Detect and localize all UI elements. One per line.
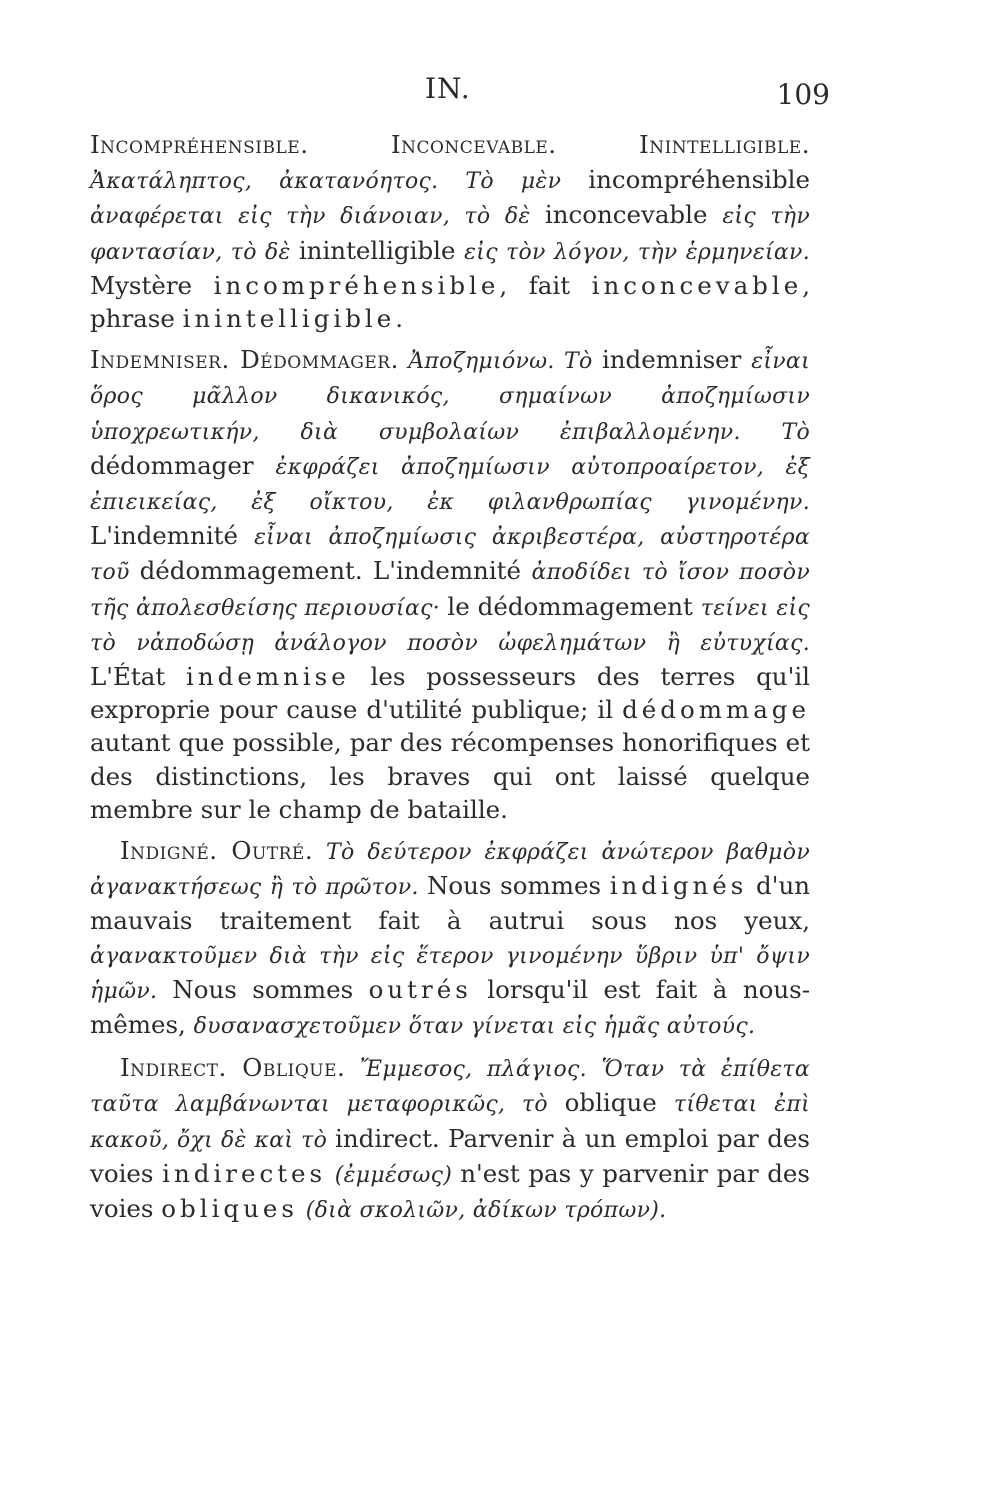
french-text: n'est pas y parvenir par des voies [90, 1158, 810, 1224]
french-text: , fait [499, 270, 592, 300]
greek-text: ἀποδίδει τὸ ἴσον ποσὸν τῆς ἀπολεσθείσης περιουσίας· [90, 560, 810, 621]
spaced-example: dédommage [622, 695, 810, 725]
spaced-example: inintelligible [182, 304, 396, 334]
greek-text: τείνει εἰς τὸ νἀποδώσῃ ἀνάλογον ποσὸν ὠφελημάτων ἢ εὐτυχίας. [90, 595, 810, 656]
dictionary-entry [90, 343, 810, 826]
french-text: lorsqu'il est fait à nous-mêmes, [90, 974, 810, 1040]
greek-text: τίθεται ἐπὶ κακοῦ, ὄχι δὲ καὶ τὸ [90, 1092, 811, 1153]
dictionary-entry [90, 128, 810, 335]
french-text: Nous sommes [172, 974, 369, 1004]
french-text: oblique [564, 1088, 674, 1118]
greek-text: Τὸ δεύτερον ἐκφράζει ἀνώτερον βαθμὸν ἀγανακτήσεως ἢ τὸ πρῶτον. [90, 840, 810, 901]
spaced-example: indignés [609, 871, 748, 901]
french-text: Nous sommes [426, 871, 610, 901]
headword: Indigné. Outré. [120, 836, 314, 866]
french-text: L'indemnité [90, 521, 255, 551]
running-head [90, 72, 830, 112]
spaced-example: indemnise [186, 662, 350, 692]
section-letter: IN. [425, 72, 471, 105]
french-text: indemniser [601, 345, 752, 375]
french-text: , phrase [90, 270, 810, 334]
dictionary-entry [90, 1051, 810, 1227]
french-text: dédommager [90, 450, 276, 480]
french-text: Mystère [90, 270, 214, 300]
greek-text: ἀναφέρεται εἰς τὴν διάνοιαν, τὸ δὲ [90, 204, 545, 230]
spaced-example: inconcevable [591, 270, 803, 300]
greek-text: Ἀκατάληπτος, ἀκατανόητος. Τὸ μὲν [90, 169, 589, 195]
french-text: inintelligible [298, 235, 465, 265]
french-text: le dédommagement [447, 591, 701, 621]
french-text [298, 1194, 306, 1223]
french-text: les possesseurs des terres qu'il exproprie pour cause d'utilité publique; il [90, 662, 810, 725]
greek-text: Ἀποζημιόνω. Τὸ [398, 349, 602, 375]
greek-text: εἰς τὴν φαντασίαν, τὸ δὲ [90, 204, 810, 265]
french-text: incompréhensible [588, 165, 810, 195]
spaced-example: obliques [161, 1194, 298, 1224]
french-text: dédommagement. L'indemnité [139, 556, 532, 586]
greek-text: ἀγανακτοῦμεν διὰ τὴν εἰς ἕτερον γινομένην ὕβριν ὑπ' ὄψιν ἡμῶν. [90, 943, 810, 1004]
spaced-example: indirectes [162, 1158, 327, 1188]
dictionary-body [90, 128, 810, 1235]
headword: Indirect. Oblique. [120, 1053, 346, 1083]
french-text: L'État [90, 662, 187, 692]
french-text: autant que possible, par des récompenses honorifiques et des distinctions, les braves qui ont laissé quelque membre sur le champ de bataille. [90, 728, 810, 824]
greek-text: εἶναι ὅρος μᾶλλον δικανικός, σημαίνων ἀποζημίωσιν ὑποχρεωτικήν, διὰ συμβολαίων ἐπιβαλλομένην. Τὸ [90, 349, 811, 445]
french-text [326, 1159, 335, 1188]
spaced-example: outrés [368, 974, 472, 1004]
greek-text: δυσανασχετοῦμεν ὅταν γίνεται εἰς ἡμᾶς αὐτούς. [193, 1014, 756, 1040]
greek-text: Ἔμμεσος, πλάγιος. Ὅταν τὰ ἐπίθετα ταῦτα λαμβάνωνται μεταφορικῶς, τὸ [90, 1057, 810, 1118]
french-text: indirect. Parvenir à un emploi par des voies [90, 1123, 810, 1188]
dictionary-entry [90, 834, 810, 1043]
headword: Indemniser. Dédommager. [90, 345, 399, 375]
page-number: 109 [776, 78, 830, 111]
greek-text: (ἐμμέσως) [334, 1162, 461, 1188]
greek-text: ἐκφράζει ἀποζημίωσιν αὐτοπροαίρετον, ἐξ ἐπιεικείας, ἐξ οἴκτου, ἐκ φιλανθρωπίας γινομένην. [90, 454, 810, 516]
greek-text: (διὰ σκολιῶν, ἀδίκων τρόπων). [305, 1198, 667, 1224]
greek-text: εἰς τὸν λόγον, τὴν ἑρμηνείαν. [464, 239, 810, 265]
french-text: . [395, 304, 404, 334]
french-text: d'un mauvais traitement fait à autrui sous nos yeux, [90, 871, 810, 936]
spaced-example: incompréhensible [213, 270, 500, 300]
headword: Incompréhensible. Inconcevable. Inintelligible. [90, 130, 810, 159]
french-text: inconcevable [544, 200, 723, 230]
greek-text: εἶναι ἀποζημίωσις ἀκριβεστέρα, αὐστηροτέρα τοῦ [90, 525, 810, 586]
